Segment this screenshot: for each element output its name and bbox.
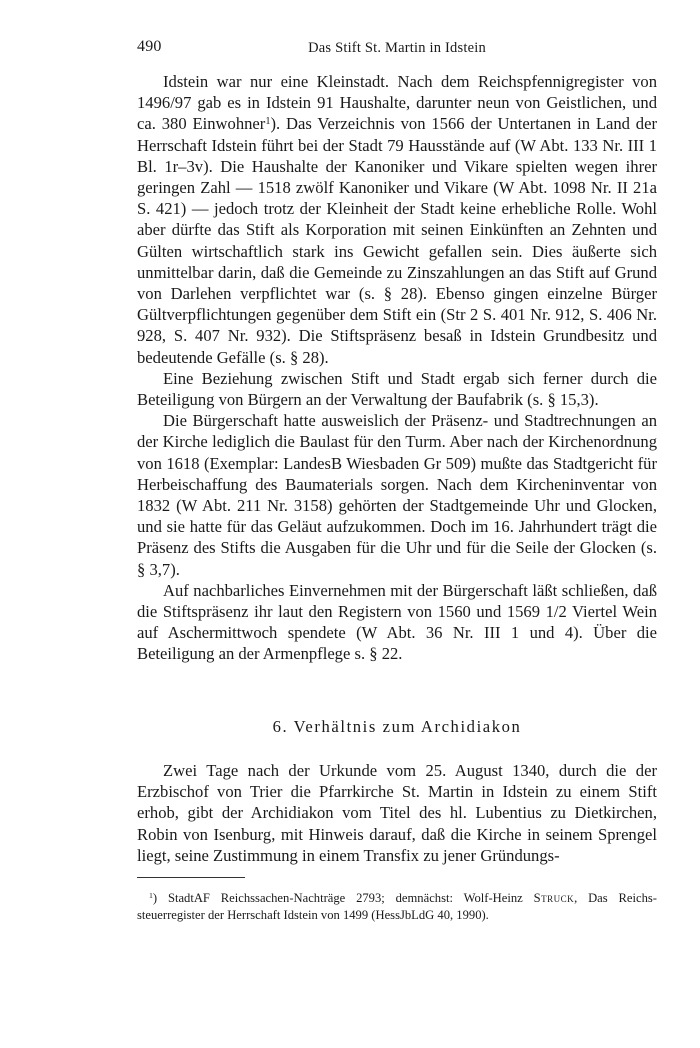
paragraph-baufabrik: Eine Beziehung zwischen Stift und Stadt ergab sich ferner durch die Beteiligung von Bürgern an der Verwaltung der Baufabrik (s. § 15,3). [137,368,657,410]
fraction: 1/2 [545,602,567,622]
paragraph-einvernehmen: Auf nachbarliches Einvernehmen mit der Bürgerschaft läßt schließen, daß die Stiftspräsenz ihr laut den Registern von 1560 und 1569 1/2 Viertel Wein auf Aschermittwoch spendete (W Abt. 36 Nr. III 1 und 4). Über die Beteiligung an der Armenpflege s. § 22. [137,580,657,664]
section-text [137,760,657,866]
page-number: 490 [137,38,162,55]
footnote-divider [137,877,245,878]
footnotes [137,890,657,924]
footnote-marker: 1 [149,891,153,901]
paragraph-buergerschaft: Die Bürgerschaft hatte ausweislich der Präsenz- und Stadtrechnungen an der Kirche lediglich die Baulast für den Turm. Aber nach der Kirchenordnung von 1618 (Exemplar: LandesB Wiesbaden Gr 509) mußte das Stadtgericht für Herbeischaffung des Baumaterials sorgen. Nach dem Kircheninventar von 1832 (W Abt. 211 Nr. 3158) gehörten der Stadtgemeinde Uhr und Glocken, und sie hatte für das Geläut aufzukommen. Doch im 16. Jahrhundert trägt die Präsenz des Stifts die Ausgaben für die Uhr und für die Seile der Glocken (s. § 3,7). [137,411,657,579]
author-name: Struck [533,891,575,905]
footnote-reference: 1 [265,116,271,128]
main-text [137,71,657,665]
footnote-1: $^1$) StadtAF Reichssachen-Nachträge 2793; demnächst: Wolf-Heinz Struck, Das Reichssteuerregister der Herrschaft Idstein von 1499 (HessJbLdG 40, 1990). [137,891,657,922]
paragraph-population: Idstein war nur eine Kleinstadt. Nach dem Reichspfennigregister von 1496/97 gab es in Idstein 91 Haushalte, darunter neun von Geistlichen, und ca. 380 Einwohner$^1$). Das Verzeichnis von 1566 der Untertanen in Land der Herrschaft Idstein führt bei der Stadt 79 Hausstände auf (W Abt. 133 Nr. III 1 Bl. 1r–3v). Die Haushalte der Kanoniker und Vikare spielten wegen ihrer geringen Zahl — 1518 zwölf Kanoniker und Vikare (W Abt. 1098 Nr. II 21a S. 421) — jedoch trotz der Kleinheit der Stadt keine erhebliche Rolle. Wohl aber dürfte das Stift als Korporation mit seinen Einkünften an Zehnten und Gülten wirtschaftlich stark ins Gewicht gefallen sein. Dies äußerte sich unmittelbar darin, daß die Gemeinde zu Zinszahlungen an das Stift auf Grund von Darlehen verpflichtet war (s. § 28). Ebenso gingen einzelne Bürger Gültverpflichtungen gegenüber dem Stift ein (Str 2 S. 401 Nr. 912, S. 406 Nr. 928, S. 407 Nr. 932). Die Stiftspräsenz besaß in Idstein Grundbesitz und bedeutende Gefälle (s. § 28). [137,72,657,367]
section-heading: 6. Verhältnis zum Archidiakon [272,717,522,736]
page-header [137,38,657,60]
paragraph-archidiakon: Zwei Tage nach der Urkunde vom 25. August 1340, durch die der Erzbischof von Trier die Pfarrkirche St. Martin in Idstein zu einem Stift erhob, gibt der Archidiakon vom Titel des hl. Lubentius zu Dietkirchen, Robin von Isenburg, mit Hinweis darauf, daß die Kirche in seinem Sprengel liegt, seine Zustimmung in einem Transfix zu jener Gründungs- [137,761,657,865]
running-head: Das Stift St. Martin in Idstein [308,40,486,56]
